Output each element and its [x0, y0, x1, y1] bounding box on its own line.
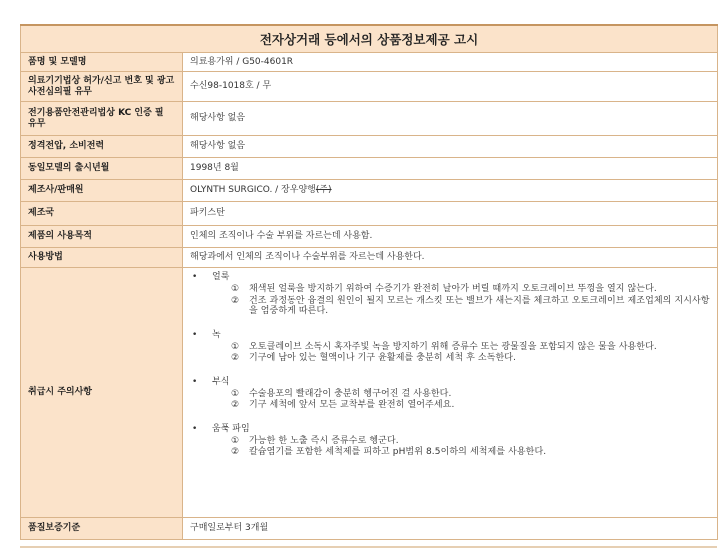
item-text: 가능한 한 노출 즉시 증류수로 헹군다. — [249, 435, 399, 446]
table-row — [21, 102, 718, 136]
row-value-usage: 해당과에서 인체의 조직이나 수술부위를 자르는데 사용한다. — [183, 248, 718, 268]
table-row — [21, 180, 718, 202]
item-number: ① — [231, 435, 240, 446]
bullet-icon: • — [192, 376, 198, 387]
row-value-cautions — [183, 268, 718, 518]
row-label-medical-permit: 의료기기법상 허가/신고 번호 및 광고사전심의필 유무 — [21, 72, 183, 102]
row-value-manufacturer — [183, 180, 718, 202]
section-title: 부식 — [212, 376, 230, 387]
section-title: 녹 — [212, 329, 221, 340]
caution-section-corrosion — [190, 377, 710, 411]
manufacturer-text: OLYNTH SURGICO. / 장우양행 — [190, 185, 316, 195]
list-item — [190, 400, 710, 411]
row-value-country: 파키스탄 — [183, 202, 718, 226]
item-number: ② — [231, 447, 240, 457]
caution-section-pitting — [190, 424, 710, 458]
table-row — [21, 268, 718, 518]
list-item — [190, 353, 710, 364]
item-text: 수술용포의 빨래감이 충분히 헹구어진 걸 사용한다. — [249, 388, 452, 399]
table-row — [21, 518, 718, 540]
bullet-icon: • — [192, 272, 198, 282]
table-row — [21, 53, 718, 72]
list-item — [190, 342, 710, 353]
list-item — [190, 447, 710, 458]
row-value-warranty: 구매일로부터 3개월 — [183, 518, 718, 540]
notice-title: 전자상거래 등에서의 상품정보제공 고시 — [21, 25, 718, 53]
section-title: 움푹 파임 — [212, 423, 250, 434]
list-item — [190, 389, 710, 400]
row-value-power: 해당사항 없음 — [183, 136, 718, 158]
row-label-product-name: 품명 및 모델명 — [21, 53, 183, 72]
row-value-medical-permit: 수신98-1018호 / 무 — [183, 72, 718, 102]
bullet-icon: • — [192, 329, 198, 340]
product-info-table — [20, 24, 718, 540]
row-label-warranty: 품질보증기준 — [21, 518, 183, 540]
item-text: 기구에 남아 있는 혈액이나 기구 윤활제를 충분히 세척 후 소독한다. — [249, 353, 517, 363]
item-text: 건조 과정동안 융결의 원인이 될지 모르는 개스킷 또는 밸브가 새는지를 체크하고 오토크레이브 제조업체의 지시사항을 엄중하게 따른다. — [249, 295, 710, 316]
bullet-icon: • — [192, 423, 198, 434]
company-mark: (주) — [315, 185, 332, 195]
product-info-notice — [20, 24, 717, 540]
table-title-row — [21, 25, 718, 53]
item-text: 칼슘염기를 포함한 세척제를 피하고 pH범위 8.5이하의 세척제를 사용한다. — [249, 447, 547, 457]
section-title: 얼룩 — [212, 272, 230, 282]
item-text: 채색된 얼룩을 방지하기 위하여 수증기가 완전히 날아가 버릴 때까지 오토크레이브 뚜껑을 열지 않는다. — [249, 284, 657, 294]
row-value-product-name: 의료용가위 / G50-4601R — [183, 53, 718, 72]
row-value-release-date: 1998년 8월 — [183, 158, 718, 180]
item-number: ① — [231, 388, 240, 399]
list-item — [190, 436, 710, 447]
row-label-cautions: 취급시 주의사항 — [21, 268, 183, 518]
row-value-kc-cert: 해당사항 없음 — [183, 102, 718, 136]
item-number: ② — [231, 295, 240, 306]
row-label-country: 제조국 — [21, 202, 183, 226]
row-label-power: 정격전압, 소비전력 — [21, 136, 183, 158]
bottom-divider — [20, 546, 717, 548]
item-text: 오토클레이브 소독시 혹자주빛 녹을 방지하기 위해 증류수 또는 광물질을 포함되지 않은 물을 사용한다. — [249, 341, 657, 352]
caution-section-rust — [190, 330, 710, 364]
item-number: ① — [231, 284, 240, 294]
table-row — [21, 158, 718, 180]
row-label-release-date: 동일모델의 출시년월 — [21, 158, 183, 180]
table-row — [21, 226, 718, 248]
item-text: 기구 세척에 앞서 모든 교착부를 완전히 열어주세요. — [249, 400, 455, 410]
row-label-manufacturer: 제조사/판매원 — [21, 180, 183, 202]
row-label-kc-cert: 전기용품안전관리법상 KC 인증 필 유무 — [21, 102, 183, 136]
row-label-purpose: 제품의 사용목적 — [21, 226, 183, 248]
list-item — [190, 284, 710, 295]
table-row — [21, 136, 718, 158]
item-number: ① — [231, 341, 240, 352]
item-number: ② — [231, 400, 240, 410]
table-row — [21, 248, 718, 268]
item-number: ② — [231, 353, 240, 363]
list-item — [190, 296, 710, 317]
row-value-purpose: 인체의 조직이나 수술 부위를 자르는데 사용함. — [183, 226, 718, 248]
row-label-usage: 사용방법 — [21, 248, 183, 268]
table-row — [21, 202, 718, 226]
table-row — [21, 72, 718, 102]
caution-section-stain — [190, 272, 710, 317]
